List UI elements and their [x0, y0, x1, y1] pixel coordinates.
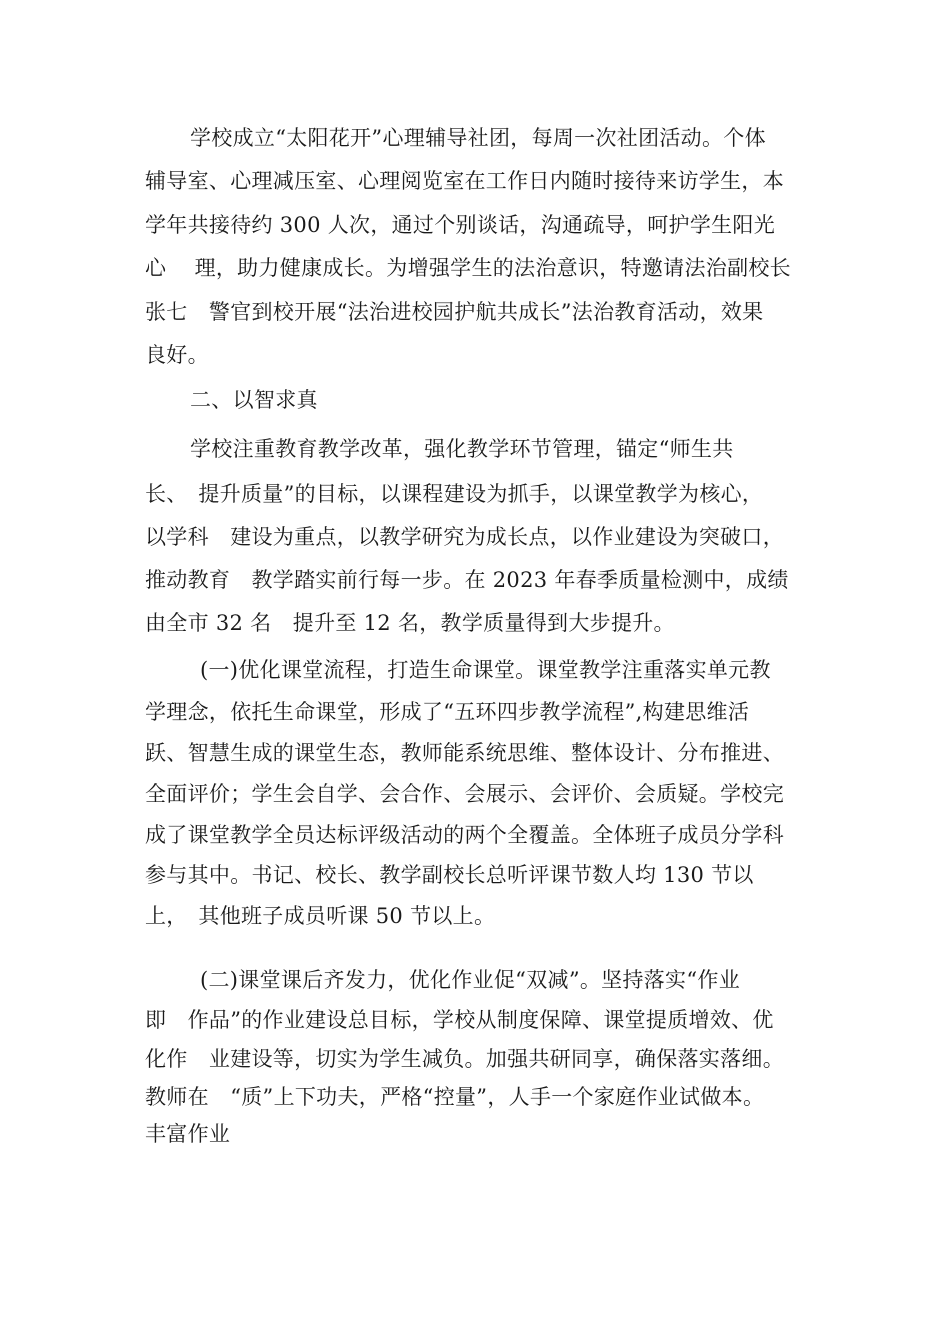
para1-line-6: 良好。	[145, 343, 209, 367]
para3-line-1: (一)优化课堂流程，打造生命课堂。课堂教学注重落实单元教	[200, 658, 771, 682]
para2-line-1: 学校注重教育教学改革，强化教学环节管理，锚定“师生共	[190, 437, 734, 461]
para4-line-2: 即 作品”的作业建设总目标，学校从制度保障、课堂提质增效、优	[145, 1008, 774, 1032]
para3-line-6: 参与其中。书记、校长、教学副校长总听评课节数人均 130 节以	[145, 863, 754, 887]
para2-line-2: 长、 提升质量”的目标，以课程建设为抓手，以课堂教学为核心，	[145, 482, 764, 506]
para4-line-3: 化作 业建设等，切实为学生减负。加强共研同享，确保落实落细。	[145, 1047, 784, 1071]
para2-line-5: 由全市 32 名 提升至 12 名，教学质量得到大步提升。	[145, 611, 675, 635]
para3-line-4: 全面评价；学生会自学、会合作、会展示、会评价、会质疑。学校完	[145, 782, 784, 806]
para2-line-3: 以学科 建设为重点，以教学研究为成长点，以作业建设为突破口，	[145, 525, 784, 549]
para1-line-4: 心 理，助力健康成长。为增强学生的法治意识，特邀请法治副校长	[145, 256, 791, 280]
para4-line-5: 丰富作业	[145, 1122, 231, 1146]
para3-line-7: 上， 其他班子成员听课 50 节以上。	[145, 904, 496, 928]
para4-line-1: (二)课堂课后齐发力，优化作业促“双减”。坚持落实“作业	[200, 968, 740, 992]
section-heading-2: 二、以智求真	[190, 388, 318, 412]
para2-line-4: 推动教育 教学踏实前行每一步。在 2023 年春季质量检测中，成绩	[145, 568, 789, 592]
para4-line-4: 教师在 “质”上下功夫，严格“控量”，人手一个家庭作业试做本。	[145, 1085, 765, 1109]
para1-line-2: 辅导室、心理减压室、心理阅览室在工作日内随时接待来访学生，本	[145, 169, 784, 193]
para3-line-2: 学理念，依托生命课堂，形成了“五环四步教学流程”,构建思维活	[145, 700, 750, 724]
para3-line-3: 跃、智慧生成的课堂生态，教师能系统思维、整体设计、分布推进、	[145, 741, 784, 765]
para1-line-3: 学年共接待约 300 人次，通过个别谈话，沟通疏导，呵护学生阳光	[145, 213, 776, 237]
para1-line-1: 学校成立“太阳花开”心理辅导社团，每周一次社团活动。个体	[190, 126, 766, 150]
para3-line-5: 成了课堂教学全员达标评级活动的两个全覆盖。全体班子成员分学科	[145, 823, 784, 847]
para1-line-5: 张七 警官到校开展“法治进校园护航共成长”法治教育活动，效果	[145, 300, 764, 324]
